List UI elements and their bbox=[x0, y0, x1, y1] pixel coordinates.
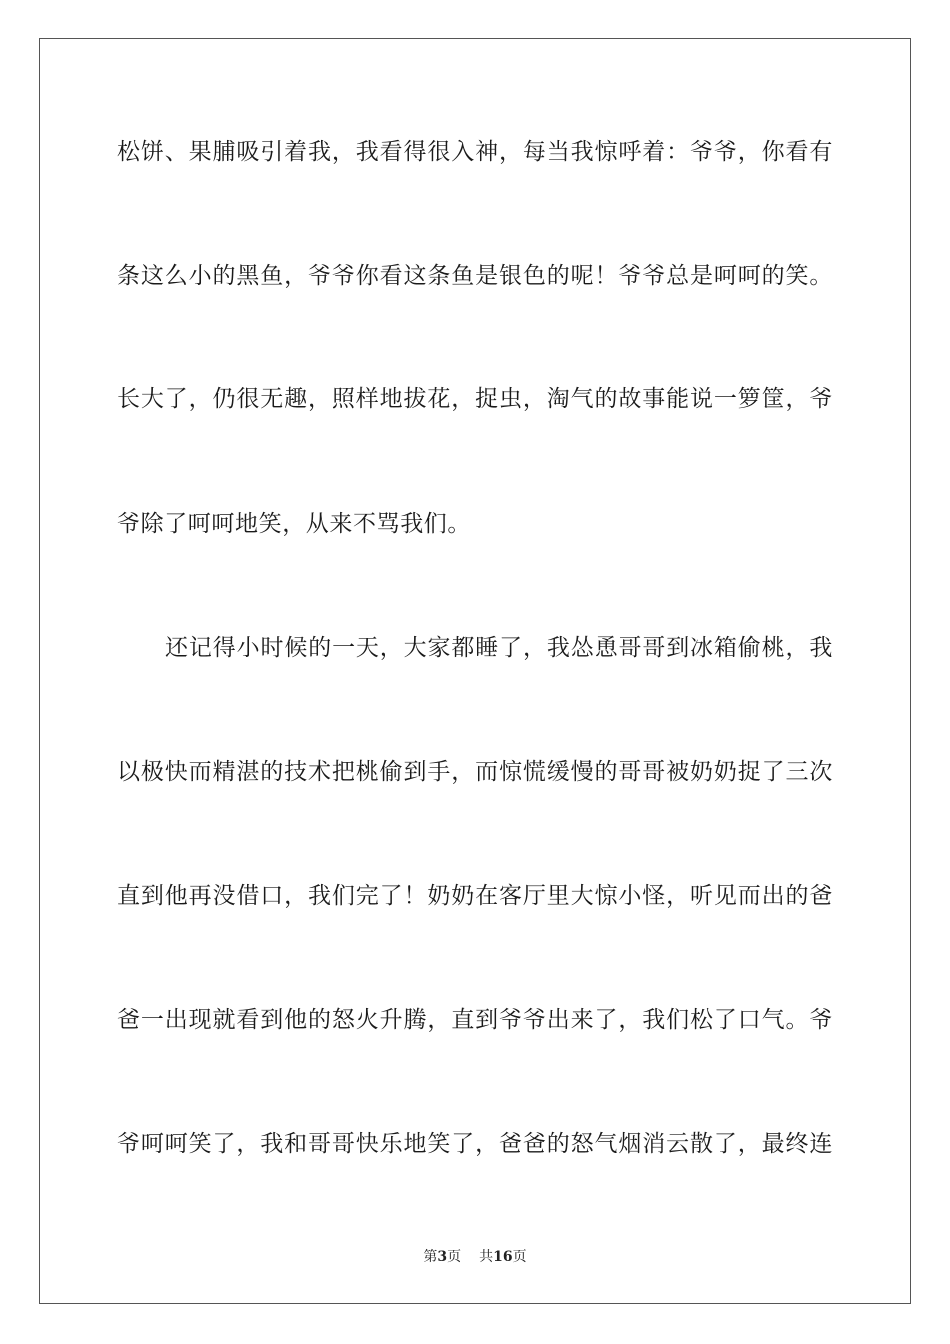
page-frame bbox=[39, 38, 911, 1304]
page-number: 3 bbox=[437, 1249, 448, 1265]
page-prefix: 第 bbox=[423, 1249, 438, 1265]
total-pages: 16 bbox=[493, 1249, 513, 1265]
text-line-8: 爸一出现就看到他的怒火升腾，直到爷爷出来了，我们松了口气。爷 bbox=[117, 1007, 833, 1033]
text-line-5-paragraph-start: 还记得小时候的一天，大家都睡了，我怂恿哥哥到冰箱偷桃，我 bbox=[165, 635, 833, 661]
text-line-1: 松饼、果脯吸引着我，我看得很入神，每当我惊呼着：爷爷，你看有 bbox=[117, 139, 833, 165]
text-line-4: 爷除了呵呵地笑，从来不骂我们。 bbox=[117, 511, 471, 537]
text-line-3: 长大了，仍很无趣，照样地拔花，捉虫，淘气的故事能说一箩筐，爷 bbox=[117, 386, 833, 412]
text-line-9: 爷呵呵笑了，我和哥哥快乐地笑了，爸爸的怒气烟消云散了，最终连 bbox=[117, 1131, 833, 1157]
page-footer bbox=[0, 1247, 950, 1267]
total-suffix: 页 bbox=[512, 1249, 527, 1265]
text-line-2: 条这么小的黑鱼，爷爷你看这条鱼是银色的呢！爷爷总是呵呵的笑。 bbox=[117, 263, 833, 289]
text-line-7: 直到他再没借口，我们完了！奶奶在客厅里大惊小怪，听见而出的爸 bbox=[117, 883, 833, 909]
text-line-6: 以极快而精湛的技术把桃偷到手，而惊慌缓慢的哥哥被奶奶捉了三次 bbox=[117, 759, 833, 785]
page-suffix: 页 bbox=[447, 1249, 462, 1265]
total-prefix: 共 bbox=[479, 1249, 494, 1265]
